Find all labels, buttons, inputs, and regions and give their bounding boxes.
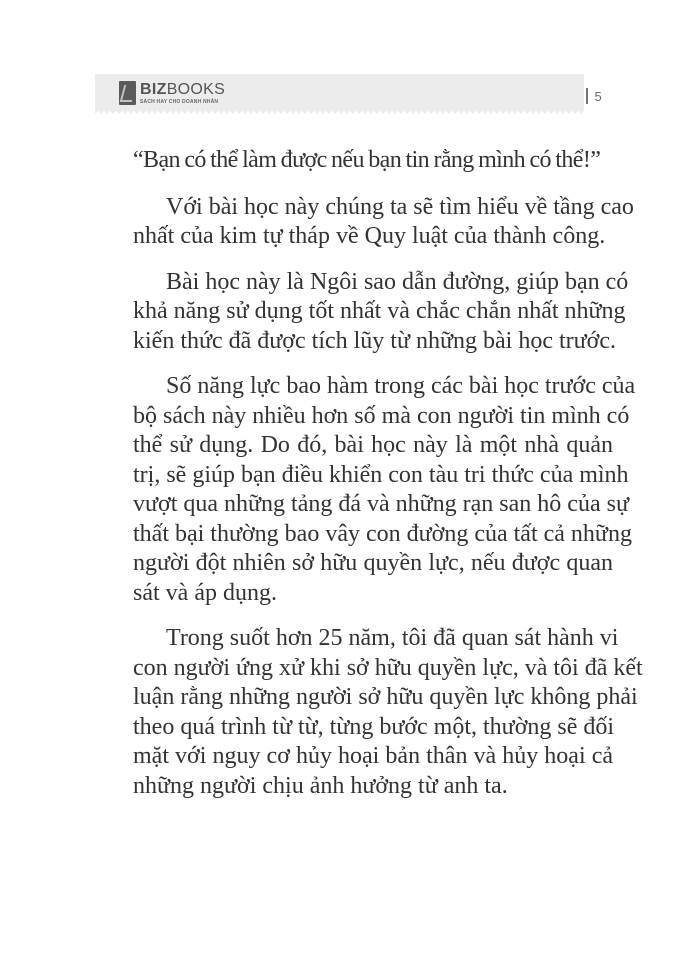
text-line: thể sử dụng. Do đó, bài học này là một nhà quản — [133, 432, 613, 458]
text-line: luận rằng những người sở hữu quyền lực không phải — [133, 684, 638, 710]
bizbooks-logo-icon — [119, 81, 136, 105]
text-line: khả năng sử dụng tốt nhất và chắc chắn nhất những — [133, 298, 626, 324]
bizbooks-logo — [119, 81, 225, 105]
logo-brand — [140, 82, 225, 98]
text-line: trị, sẽ giúp bạn điều khiển con tàu tri thức của mình — [133, 461, 629, 488]
text-line: nhất của kim tự tháp về Quy luật của thành công. — [133, 223, 606, 249]
paragraph — [100, 372, 636, 608]
text-line: sát và áp dụng. — [133, 579, 277, 606]
paragraph — [100, 268, 629, 357]
logo-brand-bold: BIZ — [140, 80, 167, 98]
text-line: con người ứng xử khi sở hữu quyền lực, và tôi đã kết — [133, 654, 643, 681]
text-line: những người chịu ảnh hưởng từ anh ta. — [133, 772, 508, 799]
text-line: Bài học này là Ngôi sao dẫn đường, giúp bạn có — [166, 268, 629, 295]
page-number-divider — [586, 88, 588, 104]
text-line: người đột nhiên sở hữu quyền lực, nếu được quan — [133, 550, 613, 576]
text-line: vượt qua những tảng đá và những rạn san hô của sự — [133, 491, 629, 517]
logo-brand-light: BOOKS — [166, 80, 226, 98]
text-line: bộ sách này nhiều hơn số mà con người tin mình có — [133, 402, 630, 429]
logo-text — [140, 82, 225, 105]
text-line: thất bại thường bao vây con đường của tất cả những — [133, 520, 632, 547]
paragraph — [100, 624, 643, 801]
header-torn-edge — [95, 111, 584, 116]
text-line: Số năng lực bao hàm trong các bài học trước của — [166, 373, 636, 399]
page-number: 5 — [594, 88, 602, 104]
opening-quote: “Bạn có thể làm được nếu bạn tin rằng mình có thể!” — [133, 147, 601, 173]
text-line: Trong suốt hơn 25 năm, tôi đã quan sát hành vi — [166, 625, 619, 651]
text-line: Với bài học này chúng ta sẽ tìm hiểu về tầng cao — [166, 193, 634, 220]
text-line: kiến thức đã được tích lũy từ những bài học trước. — [133, 327, 616, 354]
page-body — [100, 146, 643, 817]
text-line: theo quá trình từ từ, từng bước một, thường sẽ đối — [133, 713, 615, 740]
page-number-area — [586, 88, 602, 104]
paragraph — [100, 193, 634, 252]
logo-tagline: SÁCH HAY CHO DOANH NHÂN — [140, 98, 219, 105]
text-line: mặt với nguy cơ hủy hoại bản thân và hủy hoại cả — [133, 743, 613, 769]
